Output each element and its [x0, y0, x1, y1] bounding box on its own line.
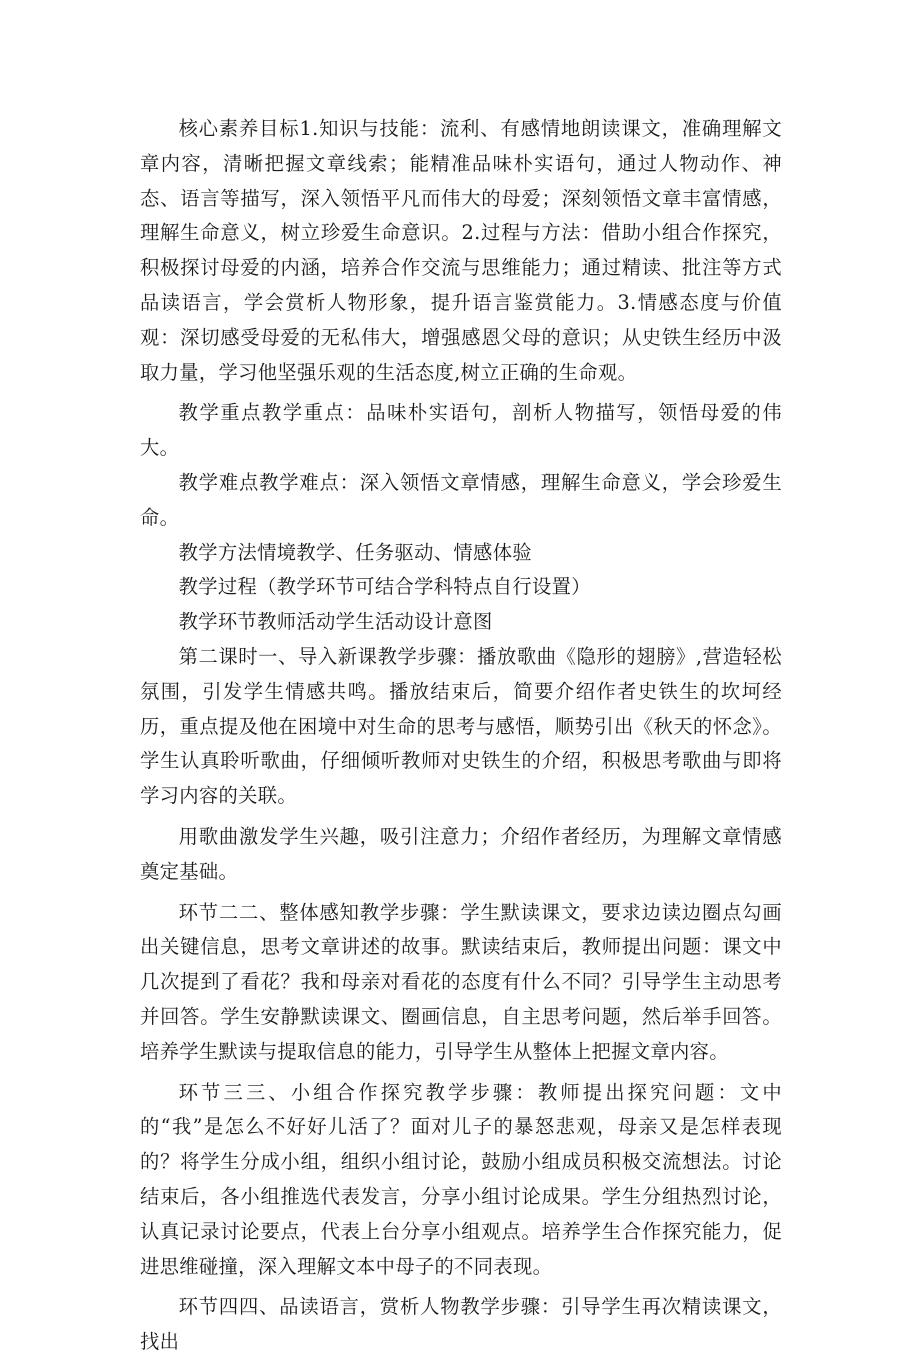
teaching-process-heading: 教学过程（教学环节可结合学科特点自行设置） [178, 575, 591, 599]
teaching-methods-paragraph: 教学方法情境教学、任务驱动、情感体验 [178, 540, 532, 564]
document-page [140, 112, 782, 1360]
core-literacy-objectives-paragraph: 核心素养目标1.知识与技能：流利、有感情地朗读课文，准确理解文章内容，清晰把握文章线索；能精准品味朴实语句，通过人物动作、神态、语言等描写，深入领悟平凡而伟大的母爱；深刻领悟文章丰富情感，理解生命意义，树立珍爱生命意识。2.过程与方法：借助小组合作探究，积极探讨母爱的内涵，培养合作交流与思维能力；通过精读、批注等方式品读语言，学会赏析人物形象，提升语言鉴赏能力。3.情感态度与价值观：深切感受母爱的无私伟大，增强感恩父母的意识；从史铁生经历中汲取力量，学习他坚强乐观的生活态度,树立正确的生命观。 [140, 117, 782, 384]
teaching-key-points-paragraph: 教学重点教学重点：品味朴实语句，剖析人物描写，领悟母爱的伟大。 [140, 401, 782, 460]
stage-three-group-inquiry-paragraph: 环节三三、小组合作探究教学步骤：教师提出探究问题：文中的“我”是怎么不好好儿活了？面对儿子的暴怒悲观，母亲又是怎样表现的？将学生分成小组，组织小组讨论，鼓励小组成员积极交流想法。讨论结束后，各小组推选代表发言，分享小组讨论成果。学生分组热烈讨论，认真记录讨论要点，代表上台分享小组观点。培养学生合作探究能力，促进思维碰撞，深入理解文本中母子的不同表现。 [140, 1080, 782, 1278]
lesson-introduction-paragraph: 第二课时一、导入新课教学步骤：播放歌曲《隐形的翅膀》,营造轻松氛围，引发学生情感共鸣。播放结束后，简要介绍作者史铁生的坎坷经历，重点提及他在困境中对生命的思考与感悟，顺势引出《秋天的怀念》。学生认真聆听歌曲，仔细倾听教师对史铁生的介绍，积极思考歌曲与即将学习内容的关联。 [140, 644, 782, 808]
stage-four-language-appreciation-paragraph: 环节四四、品读语言，赏析人物教学步骤：引导学生再次精读课文，找出 [140, 1295, 782, 1354]
stage-two-overall-perception-paragraph: 环节二二、整体感知教学步骤：学生默读课文，要求边读边圈点勾画出关键信息，思考文章讲述的故事。默读结束后，教师提出问题：课文中几次提到了看花？我和母亲对看花的态度有什么不同？引导学生主动思考并回答。学生安静默读课文、圈画信息，自主思考问题，然后举手回答。培养学生默读与提取信息的能力，引导学生从整体上把握文章内容。 [140, 900, 782, 1063]
teaching-difficulties-paragraph: 教学难点教学难点：深入领悟文章情感，理解生命意义，学会珍爱生命。 [140, 470, 782, 529]
teaching-stage-columns-paragraph: 教学环节教师活动学生活动设计意图 [178, 610, 493, 634]
introduction-design-intent-paragraph: 用歌曲激发学生兴趣，吸引注意力；介绍作者经历，为理解文章情感奠定基础。 [140, 824, 782, 883]
